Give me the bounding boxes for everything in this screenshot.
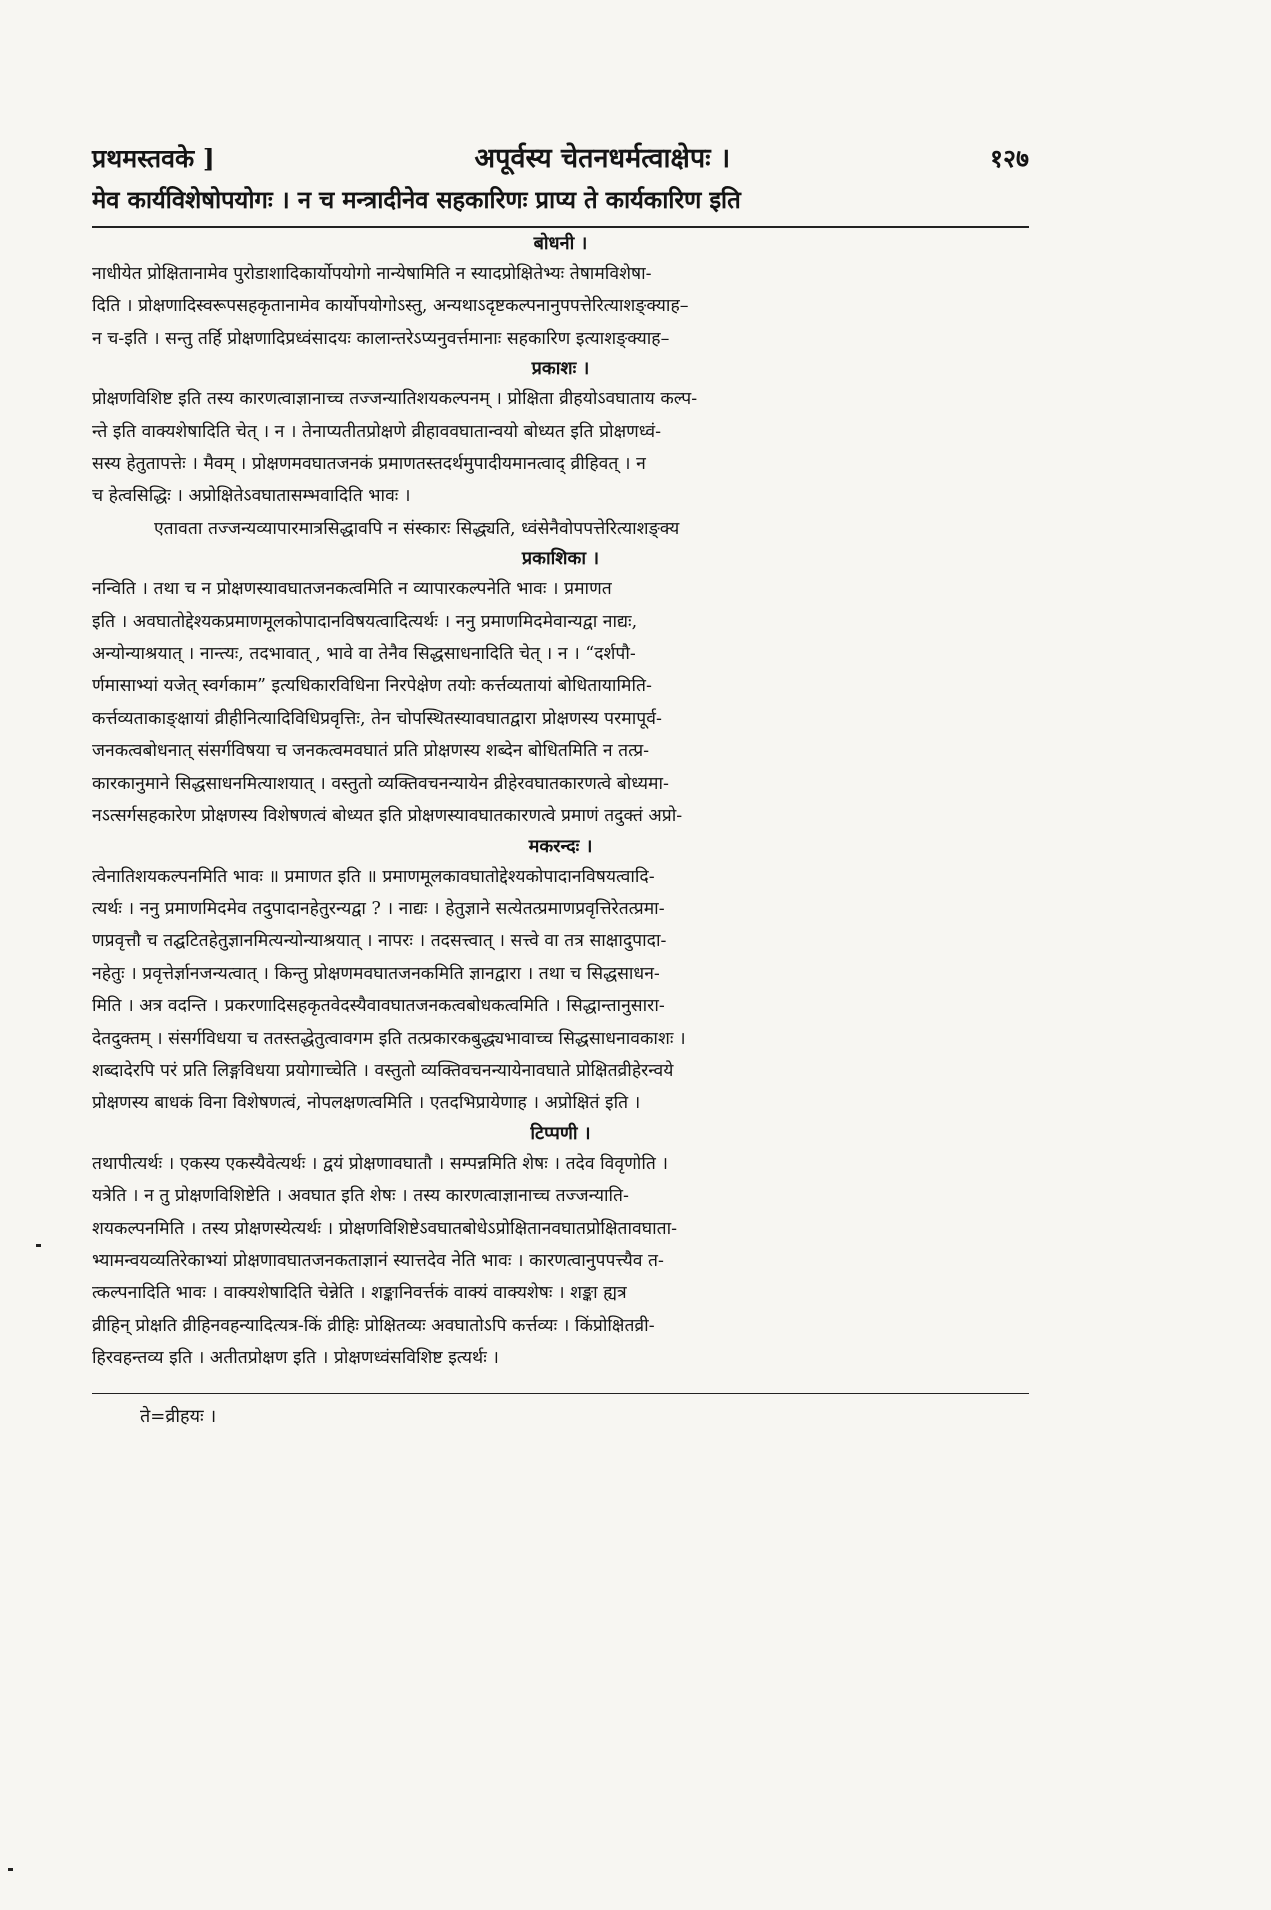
- commentary-prakashika: [92, 573, 1029, 832]
- text-line: अन्योन्याश्रयात् । नान्त्यः, तदभावात् , भावे वा तेनैव सिद्धसाधनादिति चेत् । न । “दर्शपौ-: [92, 644, 636, 665]
- text-line: एतावता तज्जन्यव्यापारमात्रसिद्धावपि न संस्कारः सिद्ध्यति, ध्वंसेनैवोपपत्तेरित्याशङ्क्य: [154, 518, 680, 539]
- section-title-makaranda: मकरन्दः ।: [528, 835, 593, 857]
- text-line: कर्त्तव्यताकाङ्क्षायां व्रीहीनित्यादिविधिप्रवृत्तिः, तेन चोपस्थितस्यावघातद्वारा प्रोक्षणस्य परमापूर्व-: [92, 708, 662, 729]
- text-line: मिति । अत्र वदन्ति । प्रकरणादिसहकृतवेदस्यैवावघातजनकत्वबोधकत्वमिति । सिद्धान्तानुसारा-: [92, 996, 665, 1017]
- text-line: नन्विति । तथा च न प्रोक्षणस्यावघातजनकत्वमिति न व्यापारकल्पनेति भावः । प्रमाणत: [92, 579, 612, 600]
- text-line: न च-इति । सन्तु तर्हि प्रोक्षणादिप्रध्वंसादयः कालान्तरेऽप्यनुवर्त्तमानाः सहकारिण इत्याशङ्क्याह–: [92, 328, 670, 349]
- text-line: णप्रवृत्तौ च तद्घटितहेतुज्ञानमित्यन्योन्याश्रयात् । नापरः । तदसत्त्वात् । सत्त्वे वा तत्र साक्षादुपादा-: [92, 931, 667, 952]
- text-line: नहेतुः । प्रवृत्तेर्ज्ञानजन्यत्वात् । किन्तु प्रोक्षणमवघातजनकमिति ज्ञानद्वारा । तथा च सिद्धसाधन-: [92, 963, 660, 984]
- running-header: [92, 138, 1029, 180]
- text-line: इति । अवघातोद्देश्यकप्रमाणमूलकोपादानविषयत्वादित्यर्थः । ननु प्रमाणमिदमेवान्यद्वा नाद्यः,: [92, 611, 638, 632]
- text-line: न्ते इति वाक्यशेषादिति चेत् । न । तेनाप्यतीतप्रोक्षणे व्रीहाववघातान्वयो बोध्यत इति प्रोक्षणध्वं-: [92, 421, 662, 442]
- text-line: कारकानुमाने सिद्धसाधनमित्याशयात् । वस्तुतो व्यक्तिवचनन्यायेन व्रीहेरवघातकारणत्वे बोध्यमा-: [92, 773, 669, 794]
- commentary-makaranda: [92, 861, 1029, 1120]
- text-line: तथापीत्यर्थः । एकस्य एकस्यैवेत्यर्थः । द्वयं प्रोक्षणावघातौ । सम्पन्नमिति शेषः । तदेव विवृणोति ।: [92, 1153, 669, 1174]
- text-line: त्वेनातिशयकल्पनमिति भावः ॥ प्रमाणत इति ॥ प्रमाणमूलकावघातोद्देश्यकोपादानविषयत्वादि-: [92, 866, 655, 887]
- section-title-tippani: टिप्पणी ।: [530, 1122, 591, 1144]
- header-title: अपूर्वस्य चेतनधर्मत्वाक्षेपः ।: [474, 143, 731, 174]
- scan-speck: [36, 1244, 41, 1247]
- text-line: दिति । प्रोक्षणादिस्वरूपसहकृतानामेव कार्योपयोगोऽस्तु, अन्यथाऽदृष्टकल्पनानुपपत्तेरित्याशङ्क्याह–: [92, 296, 689, 317]
- text-line: त्कल्पनादिति भावः । वाक्यशेषादिति चेन्नेति । शङ्कानिवर्त्तकं वाक्यं वाक्यशेषः । शङ्का ह्यत्र: [92, 1283, 627, 1304]
- commentary-bodhani: [92, 258, 1029, 355]
- mula-continuation: [92, 513, 1029, 545]
- section-title-bodhani: बोधनी ।: [533, 233, 588, 254]
- text-line: र्णमासाभ्यां यजेत् स्वर्गकाम” इत्यधिकारविधिना निरपेक्षेण तयोः कर्त्तव्यतायां बोधितायामिति-: [92, 676, 652, 697]
- text-line: व्रीहिन् प्रोक्षति व्रीहिनवहन्यादित्यत्र-किं व्रीहिः प्रोक्षितव्यः अवघातोऽपि कर्त्तव्यः । किंप्रोक्षितव्री-: [92, 1315, 655, 1336]
- text-line: देतदुक्तम् । संसर्गविधया च ततस्तद्धेतुत्वावगम इति तत्प्रकारकबुद्ध्यभावाच्च सिद्धसाधनावकाशः ।: [92, 1028, 686, 1049]
- footnote: ते=व्रीहयः ।: [140, 1405, 217, 1427]
- text-line: भ्यामन्वयव्यतिरेकाभ्यां प्रोक्षणावघातजनकताज्ञानं स्यात्तदेव नेति भावः । कारणत्वानुपपत्त्यैव त-: [92, 1250, 664, 1271]
- text-line: नऽत्सर्गसहकारेण प्रोक्षणस्य विशेषणत्वं बोध्यत इति प्रोक्षणस्यावघातकारणत्वे प्रमाणं तदुक्तं अप्रो-: [92, 806, 683, 827]
- section-title-prakashika: प्रकाशिका ।: [521, 548, 600, 570]
- commentary-tippani: [92, 1148, 1029, 1375]
- text-line: सस्य हेतुतापत्तेः । मैवम् । प्रोक्षणमवघातजनकं प्रमाणतस्तदर्थमुपादीयमानत्वाद् व्रीहिवत् । न: [92, 454, 646, 475]
- main-text-divider: [92, 226, 1029, 228]
- text-line: त्यर्थः । ननु प्रमाणमिदमेव तदुपादानहेतुरन्यद्वा ? । नाद्यः । हेतुज्ञाने सत्येतत्प्रमाणप्रवृत्तिरेतत्प्रमा-: [92, 898, 665, 919]
- text-line: शयकल्पनमिति । तस्य प्रोक्षणस्येत्यर्थः । प्रोक्षणविशिष्टेऽवघातबोधेऽप्रोक्षितानवघातप्रोक्षितावघाता-: [92, 1218, 678, 1239]
- main-text-line: मेव कार्यविशेषोपयोगः । न च मन्त्रादीनेव सहकारिणः प्राप्य ते कार्यकारिण इति: [92, 185, 741, 214]
- text-line: प्रोक्षणस्य बाधकं विना विशेषणत्वं, नोपलक्षणत्वमिति । एतदभिप्रायेणाह । अप्रोक्षितं इति ।: [92, 1093, 641, 1114]
- header-section-label: प्रथमस्तवके ]: [92, 144, 215, 173]
- commentary-prakasha: [92, 383, 1029, 513]
- page-number: १२७: [989, 144, 1029, 173]
- text-line: च हेत्वसिद्धिः । अप्रोक्षितेऽवघातासम्भवादिति भावः ।: [92, 486, 411, 507]
- scan-speck: [8, 1868, 13, 1871]
- text-line: शब्दादेरपि परं प्रति लिङ्गविधया प्रयोगाच्चेति । वस्तुतो व्यक्तिवचनन्यायेनावघाते प्रोक्षितव्रीहेरन्वये: [92, 1060, 674, 1081]
- footnote-divider: [92, 1393, 1029, 1394]
- text-line: नाधीयेत प्रोक्षितानामेव पुरोडाशादिकार्योपयोगो नान्येषामिति न स्यादप्रोक्षितेभ्यः तेषामविशेषा-: [92, 264, 652, 284]
- text-line: जनकत्वबोधनात् संसर्गविषया च जनकत्वमवघातं प्रति प्रोक्षणस्य शब्देन बोधितमिति न तत्प्र-: [92, 741, 650, 762]
- text-line: हिरवहन्तव्य इति । अतीतप्रोक्षण इति । प्रोक्षणध्वंसविशिष्ट इत्यर्थः ।: [92, 1348, 499, 1369]
- text-line: यत्रेति । न तु प्रोक्षणविशिष्टेति । अवघात इति शेषः । तस्य कारणत्वाज्ञानाच्च तज्जन्याति-: [92, 1186, 629, 1207]
- section-title-prakasha: प्रकाशः ।: [531, 358, 590, 380]
- text-line: प्रोक्षणविशिष्ट इति तस्य कारणत्वाज्ञानाच्च तज्जन्यातिशयकल्पनम् । प्रोक्षिता व्रीहयोऽवघाताय कल्प-: [92, 389, 698, 410]
